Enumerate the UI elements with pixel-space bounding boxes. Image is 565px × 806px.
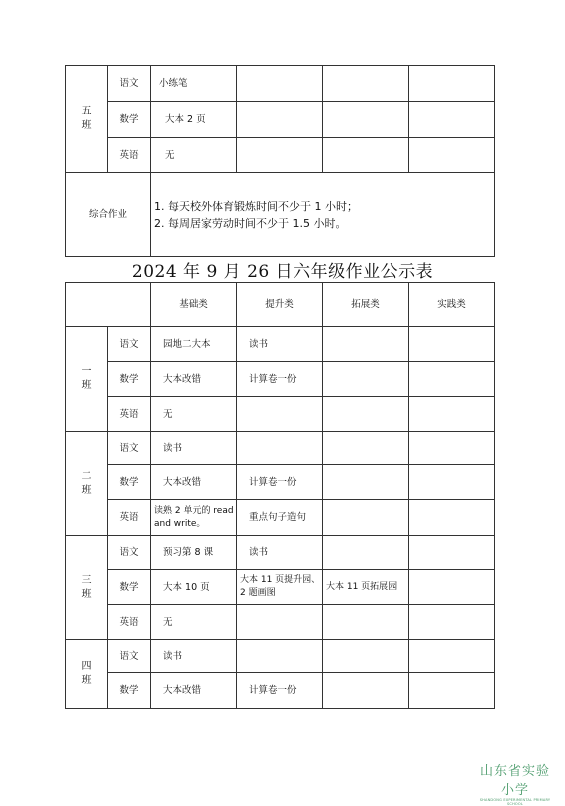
subject-cell: 英语	[108, 605, 151, 640]
school-name: 山东省实验小学	[479, 764, 550, 798]
subject-cell: 语文	[108, 640, 151, 673]
summary-text	[151, 173, 495, 257]
summary-line-2: 2. 每周居家劳动时间不少于 1.5 小时。	[154, 216, 347, 230]
subject-cell: 英语	[108, 397, 151, 432]
subject-cell: 英语	[108, 138, 151, 173]
homework-table	[65, 282, 495, 709]
summary-label: 综合作业	[66, 173, 151, 257]
base-cell: 小练笔	[151, 66, 237, 102]
subject-cell: 数学	[108, 570, 151, 605]
up-cell: 计算卷一份	[237, 465, 323, 500]
base-cell: 读书	[151, 432, 237, 465]
page-title: 2024 年 9 月 26 日六年级作业公示表	[131, 262, 434, 282]
base-cell: 大本改错	[151, 362, 237, 397]
header-practice: 实践类	[409, 283, 495, 327]
base-cell: 读书	[151, 640, 237, 673]
base-cell: 预习第 8 课	[151, 536, 237, 570]
class-label-2: 二 班	[66, 432, 108, 536]
base-cell: 无	[151, 605, 237, 640]
subject-cell: 语文	[108, 432, 151, 465]
up-cell: 大本 11 页提升园、2 题画图	[237, 570, 323, 605]
class-label-4: 四 班	[66, 640, 108, 709]
school-subtitle: SHANDONG EXPERIMENTAL PRIMARY SCHOOL	[479, 798, 551, 806]
subject-cell: 数学	[108, 362, 151, 397]
base-cell: 大本 2 页	[151, 102, 237, 138]
subject-cell: 英语	[108, 500, 151, 536]
up-cell: 计算卷一份	[237, 673, 323, 709]
base-cell: 大本 10 页	[151, 570, 237, 605]
class-label-1: 一 班	[66, 327, 108, 432]
up-cell: 计算卷一份	[237, 362, 323, 397]
subject-cell: 语文	[108, 66, 151, 102]
school-logo	[475, 760, 555, 806]
top-table	[65, 65, 495, 257]
subject-cell: 语文	[108, 327, 151, 362]
base-cell: 园地二大本	[151, 327, 237, 362]
base-cell: 无	[151, 397, 237, 432]
header-base: 基础类	[151, 283, 237, 327]
base-cell: 无	[151, 138, 237, 173]
summary-line-1: 1. 每天校外体育锻炼时间不少于 1 小时；	[154, 199, 358, 213]
subject-cell: 语文	[108, 536, 151, 570]
base-cell: 读熟 2 单元的 read and write。	[151, 500, 237, 536]
up-cell: 读书	[237, 327, 323, 362]
header-row	[66, 283, 495, 327]
subject-cell: 数学	[108, 673, 151, 709]
up-cell: 读书	[237, 536, 323, 570]
subject-cell: 数学	[108, 465, 151, 500]
header-up: 提升类	[237, 283, 323, 327]
up-cell: 重点句子造句	[237, 500, 323, 536]
ext-cell: 大本 11 页拓展园	[323, 570, 409, 605]
class-label-3: 三 班	[66, 536, 108, 640]
base-cell: 大本改错	[151, 673, 237, 709]
subject-cell: 数学	[108, 102, 151, 138]
header-ext: 拓展类	[323, 283, 409, 327]
class-label-5: 五 班	[66, 66, 108, 173]
base-cell: 大本改错	[151, 465, 237, 500]
